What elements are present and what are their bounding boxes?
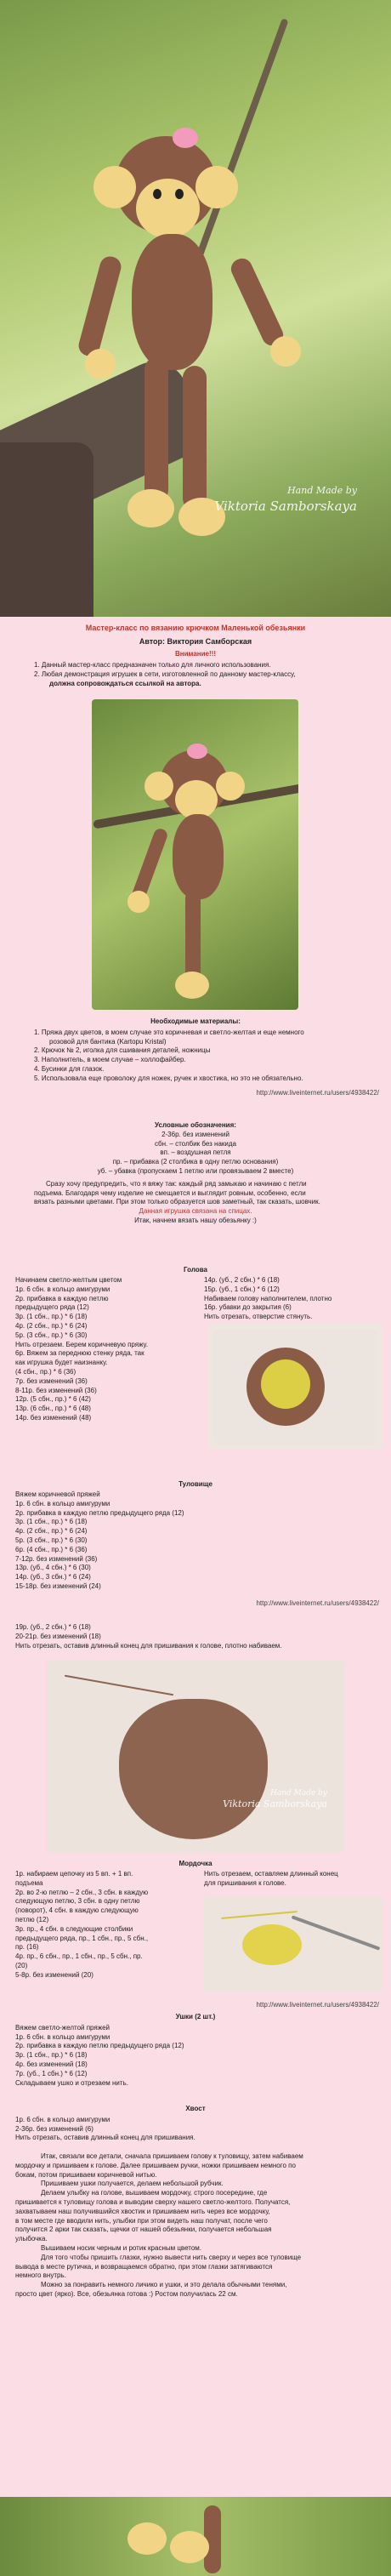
ears-line: 2р. прибавка в каждую петлю предыдущего ряда (12) <box>15 2042 184 2050</box>
monkey-photo-2 <box>92 699 298 1010</box>
head-right-col <box>204 1276 382 1322</box>
assembly-line: Пришиваем ушки получается, делаем небольшой рубчик. <box>41 2180 224 2188</box>
note-line: 2. Любая демонстрация игрушек в сети, изготовленной по данному мастер-классу, <box>34 670 296 678</box>
torso-section <box>0 1480 391 1650</box>
monkey-foot <box>175 972 209 999</box>
head-line: 1р. 6 сбн. в кольцо амигуруми <box>15 1285 110 1293</box>
head-line: предыдущего ряда (12) <box>15 1303 89 1312</box>
materials-list <box>0 1027 391 1086</box>
monkey-ear-left <box>144 772 173 801</box>
assembly-line: Итак, связали все детали, сначала пришиваем голову к туловищу, затем набиваем <box>41 2152 303 2160</box>
torso-after <box>15 1623 381 1650</box>
photo-watermark <box>223 1788 327 1811</box>
muzzle-line: 4р. пр., 6 сбн., пр., 1 сбн., пр., 5 сбн., пр. <box>15 1952 143 1961</box>
bottom-photo <box>0 2497 391 2576</box>
ears-list <box>0 2022 391 2090</box>
face-patch <box>261 1359 310 1409</box>
muzzle-line: для пришивания к голове. <box>204 1878 286 1887</box>
torso-title: Туловище <box>178 1480 212 1488</box>
muzzle-line: подъема <box>15 1878 43 1887</box>
head-photo <box>208 1324 382 1450</box>
author-line: Автор: Виктория Самборская <box>139 637 252 647</box>
head-line: Набиваем голову наполнителем, плотно <box>204 1294 332 1302</box>
legend-line: пр. – прибавка (2 столбика в одну петлю основания) <box>112 1158 279 1166</box>
head-line: 14р. (уб., 2 сбн.) * 6 (18) <box>204 1276 280 1284</box>
torso-line: 3р. (1 сбн., пр.) * 6 (18) <box>15 1518 88 1526</box>
head-line: 5р. (3 сбн., пр.) * 6 (30) <box>15 1331 88 1339</box>
muzzle-right-col <box>204 1870 382 1889</box>
material-item: 5. Использовала еще проволоку для ножек, ручек и хвостика, но это не обязательно. <box>34 1074 303 1082</box>
legend-line: уб. – убавка (пропускаем 1 петлю или провязываем 2 вместе) <box>97 1166 294 1175</box>
crochet-hook <box>292 1915 381 1950</box>
muzzle-left-col <box>15 1870 202 1980</box>
legend-line: 2-36р. без изменений <box>162 1130 230 1138</box>
torso-line: 5р. (3 сбн., пр.) * 6 (30) <box>15 1536 88 1544</box>
assembly-line: в том месте где вводили нить, улыбки при этом видеть наш получат, после чего <box>15 2216 268 2225</box>
monkey-leg-right <box>183 366 207 510</box>
monkey-foot <box>128 2522 167 2555</box>
torso-line: 14р. (уб., 3 сбн.) * 6 (24) <box>15 1573 91 1582</box>
torso-line: Вяжем коричневой пряжей <box>15 1490 100 1498</box>
ears-line: 7р. (уб., 1 сбн.) * 6 (12) <box>15 2069 88 2077</box>
muzzle-line: 5-8р. без изменений (20) <box>15 1970 94 1979</box>
muzzle-photo <box>204 1897 382 1992</box>
hero-photo <box>0 0 391 617</box>
legend-red-note: Данная игрушка связана на спицах. <box>139 1207 252 1216</box>
assembly-line: вывода в месте рутичка, и возвращаемся обратно, при этом глазки затягиваются <box>15 2262 273 2271</box>
assembly-line: улыбочка. <box>15 2235 48 2243</box>
head-line: 13р. (6 сбн., пр.) * 6 (48) <box>15 1405 91 1413</box>
assembly-line: Можно за понравить немного личико и ушки, и это делала обычными тенями, <box>41 2281 287 2289</box>
pink-bow <box>187 744 207 759</box>
attention-label: Внимание!!! <box>175 650 216 658</box>
tail-line: 2-36р. без изменений (6) <box>15 2124 94 2133</box>
legend-line: сбн. – столбик без накида <box>154 1139 236 1148</box>
para-line: вязать разными цветами. При этом только образуется шов заметный, так сказать, шовчик. <box>34 1198 320 1206</box>
head-line: Нить отрезаем. Берем коричневую пряжу. <box>15 1340 148 1348</box>
tail-line: 1р. 6 сбн. в кольцо амигуруми <box>15 2115 110 2123</box>
ears-line: 1р. 6 сбн. в кольцо амигуруми <box>15 2032 110 2041</box>
assembly-line: бокам, потом пришиваем коричневой нитью. <box>15 2170 157 2179</box>
intro-notes <box>0 659 391 690</box>
assembly-line: пришивается к туловищу голова и выводим сверху нашего светло-желтого. Получатся, <box>15 2197 291 2206</box>
ears-line: Складываем ушко и отрезаем нить. <box>15 2078 128 2087</box>
muzzle-section <box>0 1860 391 2009</box>
monkey-leg-left <box>144 357 168 502</box>
torso-line: 20-21р. без изменений (18) <box>15 1632 101 1640</box>
head-line: (4 сбн., пр.) * 6 (36) <box>15 1367 76 1376</box>
monkey-face <box>136 179 200 238</box>
monkey-body <box>173 814 224 899</box>
torso-line: 2р. прибавка в каждую петлю предыдущего ряда (12) <box>15 1508 184 1517</box>
legend-title: Условные обозначения: <box>155 1121 236 1129</box>
monkey-arm-left <box>76 254 123 358</box>
torso-line: Нить отрезать, оставив длинный конец для пришивания к голове, плотно набиваем. <box>15 1641 282 1650</box>
watermark-name: Viktoria Samborskaya <box>214 498 357 514</box>
assembly-line: просто цвет (ярко). Все, обезьянка готова :) Ростом получилась 22 см. <box>15 2289 238 2298</box>
monkey-leg <box>185 891 201 984</box>
material-item: 4. Бусинки для глазок. <box>34 1064 105 1073</box>
tree-trunk <box>0 442 94 617</box>
yarn-strand <box>65 1675 173 1696</box>
materials-title: Необходимые материалы: <box>150 1017 241 1025</box>
head-title: Голова <box>184 1266 207 1274</box>
legend-section <box>0 1121 391 1226</box>
head-line: 2р. прибавка в каждую петлю <box>15 1294 109 1302</box>
assembly-section <box>0 2152 391 2300</box>
ears-line: 4р. без изменений (18) <box>15 2060 88 2068</box>
monkey-foot-left <box>128 489 174 527</box>
torso-line: 19р. (уб., 2 сбн.) * 6 (18) <box>15 1623 91 1631</box>
legend-start: Итак, начнем вязать нашу обезьянку :) <box>134 1216 257 1224</box>
assembly-line: захватываем наш получившийся хвостик и пришиваем нить через все мордочку, <box>15 2207 270 2215</box>
head-line: 6р. Вяжем за переднюю стенку ряда, так <box>15 1349 144 1358</box>
material-item: 1. Пряжа двух цветов, в моем случае это коричневая и светло-желтая и еще немного <box>34 1028 304 1036</box>
watermark-name: Viktoria Samborskaya <box>223 1798 327 1810</box>
ears-section <box>0 2013 391 2089</box>
head-line: 3р. (1 сбн., пр.) * 6 (18) <box>15 1313 88 1321</box>
material-item: 2. Крючок № 2, иголка для сшивания деталей, ножницы <box>34 1046 211 1055</box>
monkey-ear-left <box>94 166 136 208</box>
muzzle-line: 3р. пр., 4 сбн. в следующие столбики <box>15 1924 133 1933</box>
head-line: 4р. (2 сбн., пр.) * 6 (24) <box>15 1321 88 1330</box>
head-line: как игрушка будет наизнанку. <box>15 1359 108 1367</box>
ears-line: 3р. (1 сбн., пр.) * 6 (18) <box>15 2051 88 2060</box>
ears-title: Ушки (2 шт.) <box>175 2013 216 2020</box>
watermark <box>214 485 357 515</box>
muzzle-line: (20) <box>15 1961 28 1969</box>
assembly-text <box>0 2152 391 2300</box>
assembly-line: получится 2 арки так сказать, щечки от нашей обезьянки, получается небольшая <box>15 2226 272 2234</box>
muzzle-line: петлю (12) <box>15 1915 49 1923</box>
ears-line: Вяжем светло-желтой пряжей <box>15 2023 110 2032</box>
assembly-line: немного внутрь. <box>15 2271 66 2280</box>
legend-para <box>0 1177 391 1207</box>
head-section <box>0 1266 391 1422</box>
watermark-top: Hand Made by <box>269 1789 327 1798</box>
monkey-arm-right <box>228 255 286 349</box>
para-line: подъема. Благодаря чему изделие не смещается и выглядит ровным, особенно, если <box>34 1188 306 1197</box>
muzzle-url: http://www.liveinternet.ru/users/4938422/ <box>256 2001 379 2009</box>
torso-line: 13р. (уб., 4 сбн.) * 6 (30) <box>15 1564 91 1572</box>
para-line: Сразу хочу предупредить, что я вяжу так: каждый ряд замыкаю и начинаю с петли <box>46 1179 307 1188</box>
legend-line: вп. – воздушная петля <box>160 1148 231 1157</box>
tail-title: Хвост <box>185 2105 206 2112</box>
monkey-body <box>132 234 212 370</box>
muzzle-line: Нить отрезаем, оставляем длинный конец <box>204 1870 338 1878</box>
muzzle-line: 1р. набираем цепочку из 5 вп. + 1 вп. <box>15 1870 133 1878</box>
monkey-eye-left <box>153 189 162 199</box>
head-line: 16р. убавки до закрытия (6) <box>204 1303 292 1312</box>
head-line: 15р. (уб., 1 сбн.) * 6 (12) <box>204 1285 280 1293</box>
muzzle-line: предыдущего ряда, пр., 1 сбн., пр., 5 сбн., <box>15 1934 149 1942</box>
torso-photo <box>47 1661 344 1852</box>
tail-section <box>0 2105 391 2145</box>
monkey-ear-right <box>216 772 245 801</box>
muzzle-line: следующую петлю, 3 сбн. в одну петлю <box>15 1897 140 1906</box>
page-title: Мастер-класс по вязанию крючком Маленькой обезьянки <box>85 624 306 632</box>
tail-line: Нить отрезать, оставив длинный конец для пришивания. <box>15 2134 196 2142</box>
muzzle-piece <box>242 1924 302 1965</box>
head-line: 7р. без изменений (36) <box>15 1376 88 1385</box>
monkey-ear-right <box>196 166 238 208</box>
torso-piece <box>119 1699 268 1839</box>
monkey-hand-left <box>85 349 116 379</box>
monkey-hand <box>128 891 150 913</box>
torso-line: 1р. 6 сбн. в кольцо амигуруми <box>15 1499 110 1507</box>
materials-section <box>0 1017 391 1097</box>
muzzle-line: 2р. во 2-ю петлю – 2 сбн., 3 сбн. в каждую <box>15 1888 149 1896</box>
monkey-eye-right <box>175 189 184 199</box>
monkey-hand-right <box>270 336 301 367</box>
assembly-line: Вышиваем носик черным и ротик красным цветом. <box>41 2243 201 2252</box>
intro-section <box>0 623 391 690</box>
head-line: 14р. без изменений (48) <box>15 1413 92 1422</box>
head-left-col <box>15 1276 202 1423</box>
torso-line: 6р. (4 сбн., пр.) * 6 (36) <box>15 1545 88 1553</box>
torso-line: 15-18р. без изменений (24) <box>15 1582 101 1590</box>
material-item: 3. Наполнитель, в моем случае – холлофайбер. <box>34 1056 186 1064</box>
assembly-line: Для того чтобы пришить глазки, нужно вывести нить сверху и через все туловище <box>41 2253 302 2261</box>
yarn-strand <box>221 1911 298 1919</box>
assembly-line: Делаем улыбку на голове, вышиваем мордочку, строго посередине, где <box>41 2189 268 2197</box>
tail-list <box>0 2114 391 2145</box>
pink-bow <box>173 128 198 148</box>
monkey-foot <box>170 2531 209 2563</box>
muzzle-line: (поворот), 4 сбн. в каждую следующую <box>15 1906 139 1915</box>
note-line: 1. Данный мастер-класс предназначен только для личного использования. <box>34 661 271 670</box>
watermark-top: Hand Made by <box>287 485 357 496</box>
muzzle-line: пр. (16) <box>15 1943 39 1952</box>
muzzle-title: Мордочка <box>178 1860 212 1867</box>
note-line: должна сопровождаться ссылкой на автора. <box>49 679 201 687</box>
torso-url: http://www.liveinternet.ru/users/4938422/ <box>256 1599 379 1607</box>
assembly-line: мордочку и пришиваем к голове. Далее пришиваем ручки, ножки пришиваем немного по <box>15 2161 296 2169</box>
head-line: 8-11р. без изменений (36) <box>15 1386 97 1394</box>
head-line: 12р. (5 сбн., пр.) * 6 (42) <box>15 1395 91 1404</box>
url-label: http://www.liveinternet.ru/users/4938422/ <box>256 1088 379 1097</box>
torso-line: 4р. (2 сбн., пр.) * 6 (24) <box>15 1527 88 1536</box>
torso-line: 7-12р. без изменений (36) <box>15 1554 98 1563</box>
head-line: Начинаем светло-желтым цветом <box>15 1276 122 1284</box>
torso-list <box>15 1490 236 1592</box>
material-item: розовой для бантика (Kartopu Kristal) <box>49 1037 167 1046</box>
head-line: Нить отрезать, отверстие стянуть. <box>204 1313 313 1321</box>
